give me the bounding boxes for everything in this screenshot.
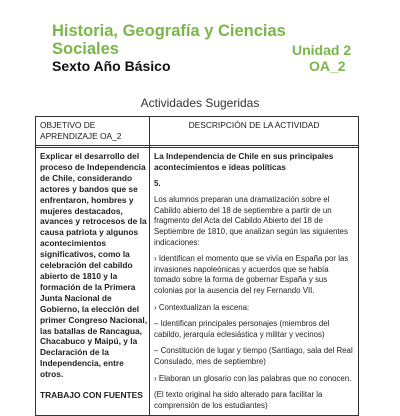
activity-note: (El texto original ha sido alterado para facilitar la comprensión de los estudiantes) <box>154 390 323 410</box>
table-column-divider <box>149 117 150 415</box>
activity-bullet-4: – Constitución de lugar y tiempo (Santiago, sala del Real Consulado, mes de septiembre) <box>154 346 353 366</box>
activity-bullet-3: – Identifican principales personajes (miembros del cabildo, jerarquía eclesiástica y militar y vecinos) <box>154 319 330 339</box>
activity-description <box>154 151 354 411</box>
unit-label: Unidad 2 <box>292 42 352 58</box>
description-column-header: DESCRIPCIÓN DE LA ACTIVIDAD <box>188 120 320 130</box>
activity-bullet-2: › Contextualizan la escena: <box>154 302 250 312</box>
objective-code: OA_2 <box>309 58 346 74</box>
page-header <box>0 0 400 80</box>
document-title: Historia, Geografía y Ciencias Sociales <box>52 22 286 58</box>
activity-bullet-5: › Elaboran un glosario con las palabras que no conocen. <box>154 373 352 383</box>
table-header-divider <box>36 145 358 146</box>
activity-intro: Los alumnos preparan una dramatización sobre el Cabildo abierto del 18 de septiembre a partir de un fragmento del Acta del Cabildo Abierto del 18 de Septiembre de 1810, que analizan según las siguientes indicaciones: <box>154 195 348 247</box>
objective-text: Explicar el desarrollo del proceso de Independencia de Chile, considerando actores y bandos que se enfrentaron, hombres y mujeres destacados, avances y retrocesos de la causa patriota y algunos acontecimientos significativos, como la celebración del cabildo abierto de 1810 y la formación de la Primera Junta Nacional de Gobierno, la elección del primer Congreso Nacional, las batallas de Rancagua, Chacabuco y Maipú, y la Declaración de la Independencia, entre otros. <box>40 151 148 380</box>
activity-number: 5. <box>154 178 161 188</box>
activity-bullet-1: › Identifican el momento que se vivía en España por las invasiones napoleónicas y acuerdos que se había tomado sobre la forma de gobernar España y sus colonias por la ausencia del rey Fernando VII. <box>154 254 349 295</box>
activity-title: La Independencia de Chile en sus principales acontecimientos e ideas políticas <box>154 151 334 172</box>
grade-label: Sexto Año Básico <box>52 58 171 74</box>
section-title: Actividades Sugeridas <box>140 96 260 110</box>
activities-table <box>35 116 359 416</box>
objective-column-header: OBJETIVO DE APRENDIZAJE OA_2 <box>40 120 122 141</box>
table-header-divider-double <box>36 147 358 148</box>
sources-work-label: TRABAJO CON FUENTES <box>40 390 143 400</box>
